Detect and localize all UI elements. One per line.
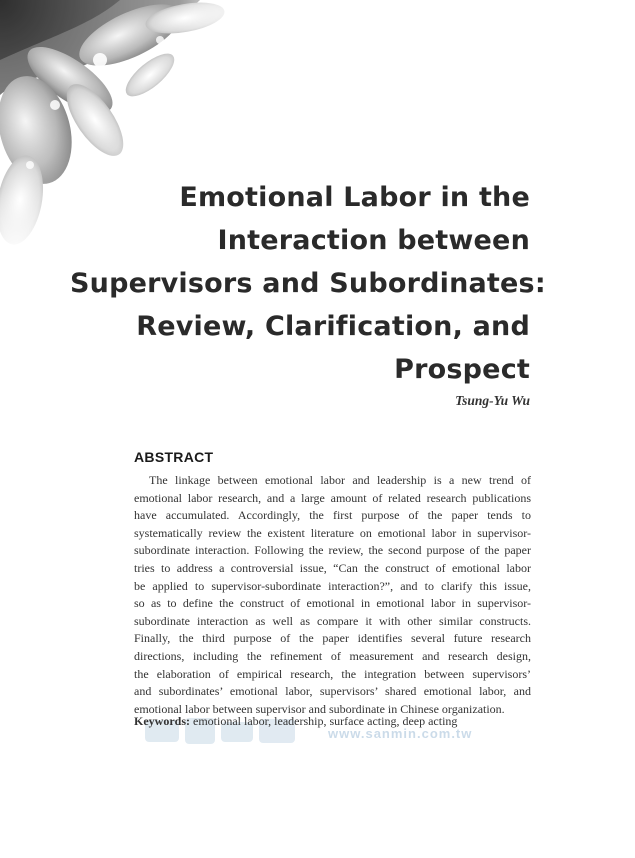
abstract-line: subordinate interaction as well as compare it with other similar constructs. [134, 613, 531, 628]
abstract-line: subordinate interaction. Following the review, the second purpose of the paper [134, 543, 531, 558]
abstract-line: have accumulated. Accordingly, the first purpose of the paper tends to [134, 508, 531, 523]
abstract-line: The linkage between emotional labor and leadership is a new trend of [149, 473, 531, 487]
abstract-line: directions, including the refinement of measurement and research design, [134, 648, 531, 663]
paper-title [70, 176, 546, 391]
abstract-line: emotional labor between supervisor and subordinate in Chinese organization. [134, 701, 505, 716]
title-line-2: Interaction between [217, 225, 530, 256]
abstract-line: tries to address a controversial issue, “Can the construct of emotional labor [134, 560, 531, 575]
keywords [134, 714, 457, 729]
abstract-body [134, 472, 531, 718]
keywords-text: emotional labor, leadership, surface acting, deep acting [190, 714, 458, 728]
abstract-line: the elaboration of empirical research, the integration between supervisors’ [134, 666, 531, 681]
title-line-3: Supervisors and Subordinates: [70, 268, 546, 299]
abstract-line: be applied to supervisor-subordinate interaction?”, and to clarify this issue, [134, 578, 531, 593]
title-line-5: Prospect [394, 354, 530, 385]
keywords-label: Keywords: [134, 714, 190, 728]
author-name: Tsung-Yu Wu [455, 393, 530, 408]
abstract-line: so as to define the construct of emotional in emotional labor in supervisor- [134, 596, 531, 611]
title-line-1: Emotional Labor in the [179, 182, 530, 213]
abstract-line: and subordinates’ emotional labor, supervisors’ shared emotional labor, and [134, 684, 531, 699]
watermark-url: www.sanmin.com.tw [328, 726, 473, 741]
abstract-heading: ABSTRACT [134, 449, 214, 465]
abstract-line: emotional labor research, and a large amount of related research publications [134, 490, 531, 505]
title-line-4: Review, Clarification, and [136, 311, 530, 342]
abstract-line: systematically review the existent literature on emotional labor in supervisor- [134, 525, 531, 540]
abstract-line: Finally, the third purpose of the paper identifies several future research [134, 631, 531, 646]
